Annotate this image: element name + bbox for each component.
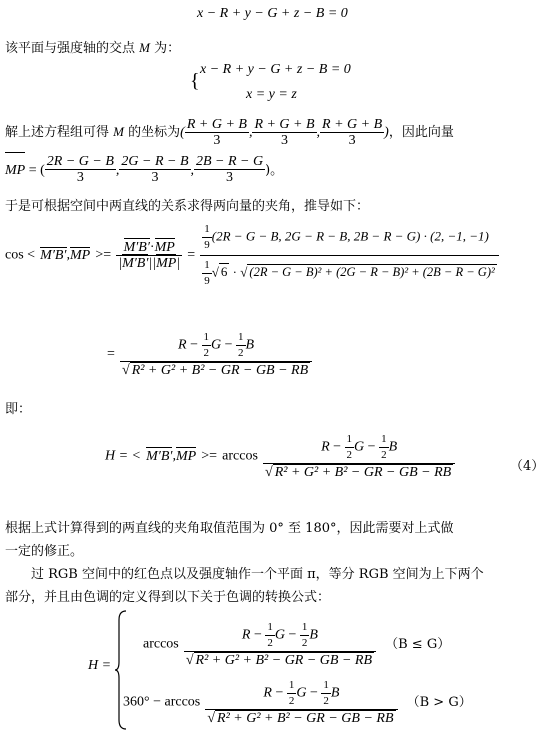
equation-number: （4）	[510, 459, 545, 474]
vec-mp-1: MP	[70, 247, 91, 263]
coord-open-paren: (	[180, 125, 185, 140]
c2-num-b: B	[330, 685, 340, 701]
intersection-text-a: 该平面与强度轴的交点	[5, 41, 136, 56]
case2-den: √ R² + G² + B² − GR − GB − RB	[207, 711, 394, 726]
simplified-fraction	[120, 330, 312, 378]
one-ninth-2-num: 1	[202, 258, 212, 274]
mp-vector-label: MP	[5, 154, 25, 188]
s-half-1	[202, 330, 212, 361]
h-num-b: B	[388, 439, 398, 455]
coord-z-den: 3	[348, 133, 356, 148]
system-brace: {	[190, 70, 200, 92]
system-line-1: x − R + y − G + z − B = 0	[200, 62, 351, 77]
h-denom-expr: R² + G² + B² − GR − GB − RB	[274, 465, 452, 480]
cos-ratio-den: |M′B′||MP|	[118, 256, 181, 271]
h-half-1	[345, 432, 355, 463]
mp-vector-line	[5, 152, 283, 188]
vec-mb-3: M′B′	[122, 256, 149, 271]
c1-minus-2: −	[285, 627, 300, 643]
red-point-text-1: 过 RGB 空间中的红色点以及强度轴作一个平面 π，等分 RGB 空间为上下两个	[31, 567, 484, 582]
c2-minus-2: −	[306, 685, 322, 701]
vec-mp-2: MP	[154, 240, 175, 255]
coord-x-num: R + G + B	[186, 117, 247, 132]
h-num-r: R	[321, 439, 330, 455]
h-half-1-den: 2	[346, 449, 353, 461]
s-half-1-num: 1	[202, 330, 212, 346]
range-text-2: 一定的修正。	[5, 544, 84, 559]
mp-equals: = (	[25, 163, 45, 178]
one-ninth-2	[202, 258, 212, 289]
mp-component-1	[45, 154, 116, 185]
vec-mp-4: MP	[175, 448, 197, 464]
c1-minus-1: −	[250, 627, 266, 643]
c2-num-g: G	[296, 685, 307, 701]
case1-fraction	[184, 620, 376, 668]
one-ninth-2-den: 9	[204, 275, 210, 287]
h-fraction	[263, 432, 455, 480]
solve-text-b: 的坐标为	[128, 125, 181, 140]
s-num-g: G	[211, 337, 222, 353]
mp-c2-den: 3	[151, 170, 159, 185]
hue-equation-4	[105, 432, 455, 480]
cos-gt: >=	[95, 247, 112, 263]
s-num-b: B	[245, 337, 255, 353]
piecewise-h: H =	[88, 658, 112, 673]
c1-half-2-den: 2	[301, 637, 308, 649]
h-minus-1: −	[329, 439, 345, 455]
vec-mb-4: M′B′	[146, 448, 173, 464]
coord-y-den: 3	[280, 133, 288, 148]
solve-text-a: 解上述方程组可得	[5, 125, 110, 140]
one-ninth-1-den: 9	[204, 239, 210, 251]
c2-half-1-num: 1	[287, 678, 297, 694]
cos-numer-expr: (2R − G − B, 2G − R − B, 2B − R − G) · (2, −1, −1)	[211, 228, 489, 244]
piece-case-1	[143, 620, 450, 668]
red-point-text-2: 部分，并且由色调的定义得到以下关于色调的转换公式：	[5, 590, 331, 605]
c1-num-g: G	[274, 627, 285, 643]
cos-denom-expr: (2R − G − B)² + (2G − R − B)² + (2B − R − G)²	[249, 265, 495, 280]
system-line-2: x = y = z	[246, 87, 297, 102]
c1-half-2	[300, 620, 310, 651]
mp-c3-den: 3	[226, 170, 234, 185]
case2-condition: （B > G）	[406, 694, 472, 710]
h-num	[263, 432, 455, 464]
h-den: √ R² + G² + B² − GR − GB − RB	[265, 465, 452, 480]
c2-denom-expr: R² + G² + B² − GR − GB − RB	[217, 711, 394, 726]
h-half-2	[379, 432, 389, 463]
c1-num-b: B	[309, 627, 318, 643]
case1-condition: （B ≤ G）	[385, 636, 451, 652]
h-half-2-den: 2	[381, 449, 387, 461]
vec-mb-2: M′B′	[123, 240, 150, 255]
case1-den: √ R² + G² + B² − GR − GB − RB	[185, 653, 373, 668]
h-half-2-num: 1	[379, 432, 389, 448]
mp-comma-2: ,	[190, 163, 194, 178]
point-m: M	[139, 40, 150, 55]
coord-x-den: 3	[213, 133, 221, 148]
s-minus-2: −	[221, 337, 237, 353]
solve-line	[5, 115, 454, 150]
s-half-2	[236, 330, 246, 361]
cos-simplified: = R − $\frac{1}{2}$ G − $\frac{1}{2}$ B √ R² + G² + B² − GR − GB − RB	[107, 330, 312, 378]
cos-dot: ·	[149, 240, 155, 255]
c1-half-1	[265, 620, 275, 651]
case2-num	[205, 678, 397, 710]
coord-y-num: R + G + B	[254, 117, 315, 132]
cos-expanded-num	[200, 222, 498, 256]
h-minus-2: −	[364, 439, 380, 455]
h-arccos: arccos	[222, 448, 258, 464]
coord-comma-2: ,	[316, 125, 321, 140]
intersection-text	[5, 37, 180, 56]
c1-denom-expr: R² + G² + B² − GR − GB − RB	[195, 653, 373, 668]
c2-half-2-num: 1	[321, 678, 331, 694]
angle-intro-text: 于是可根据空间中两直线的关系求得两向量的夹角，推导如下：	[5, 199, 370, 214]
c1-num-r: R	[241, 627, 251, 643]
vec-mp-3: MP	[156, 256, 177, 271]
range-text-1: 根据上式计算得到的两直线的夹角取值范围为 0° 至 180°，因此需要对上式做	[5, 521, 454, 536]
s-minus-1: −	[186, 337, 202, 353]
case2-360-arccos: 360° − arccos	[123, 694, 201, 710]
s-half-1-den: 2	[203, 347, 210, 359]
mp-comma-1: ,	[115, 163, 120, 178]
s-half-2-den: 2	[238, 347, 244, 359]
thus-text: ，因此向量	[388, 125, 454, 140]
s-half-2-num: 1	[236, 330, 246, 346]
h-lhs: H = <	[105, 448, 142, 464]
coord-comma-1: ,	[248, 125, 253, 140]
case2-fraction	[205, 678, 397, 726]
simplified-num	[120, 330, 312, 362]
cos-expanded-den: $\frac{1}{9}$ √ 6 · √ (2R − G − B)² + (2G − R − B)² + (2B − R − G)²	[204, 259, 495, 287]
ji-text: 即：	[5, 402, 32, 417]
point-m-2: M	[113, 124, 124, 139]
h-comma: ,	[172, 448, 176, 464]
mp-c1-num: 2R − G − B	[46, 154, 114, 169]
piece-case-2	[123, 678, 472, 726]
mp-c1-den: 3	[76, 170, 84, 185]
s-denom-expr: R² + G² + B² − GR − GB − RB	[131, 363, 309, 378]
plane-equation: x − R + y − G + z − B = 0	[197, 6, 348, 21]
cos-derivation: cos < M′B′,MP >= $\frac{M'B'\cdot MP}{|M'B'||MP|}$ = $\frac{1}{9}$ (2R − G − B, 2G − R − B, 2B − R − G) · (2, −1, −1) $\frac{1}{9}$ √ 6 · √ (2R − G − B)² + (2G − R − B)² + (2B − R − G)²	[5, 222, 499, 289]
cos-ratio-fraction	[116, 240, 182, 271]
mp-c2-num: 2G − R − B	[121, 154, 189, 169]
intersection-text-b: 为：	[154, 41, 181, 56]
c1-half-2-num: 1	[300, 620, 310, 636]
vec-mb-1: M′B′	[40, 247, 67, 263]
c2-num-r: R	[263, 685, 272, 701]
case1-num	[184, 620, 376, 652]
simplified-den: √ R² + G² + B² − GR − GB − RB	[122, 363, 309, 378]
one-ninth-1	[202, 222, 212, 253]
mp-c3-num: 2B − R − G	[196, 154, 264, 169]
one-ninth-1-num: 1	[202, 222, 212, 238]
cos-comma: ,	[66, 247, 70, 263]
coord-z-num: R + G + B	[322, 117, 383, 132]
h-num-g: G	[354, 439, 365, 455]
c2-half-2	[321, 678, 331, 709]
c2-half-1-den: 2	[288, 695, 295, 707]
mp-close: )。	[265, 163, 284, 178]
coord-x-fraction	[185, 117, 249, 148]
c2-half-2-den: 2	[323, 695, 329, 707]
c1-half-1-den: 2	[267, 637, 273, 649]
coord-y-fraction	[252, 117, 316, 148]
cos-expanded-fraction	[200, 222, 498, 289]
sqrt-six: 6	[220, 264, 228, 280]
mp-component-2	[119, 154, 190, 185]
c2-minus-1: −	[271, 685, 287, 701]
cos-lhs: cos <	[5, 247, 36, 263]
coord-z-fraction	[320, 117, 384, 148]
c2-half-1	[287, 678, 297, 709]
s-num-r: R	[178, 337, 187, 353]
mp-component-3	[194, 154, 265, 185]
h-gt: >=	[201, 448, 218, 464]
case1-arccos: arccos	[143, 636, 179, 652]
h-half-1-num: 1	[345, 432, 355, 448]
coord-close-paren: )	[384, 125, 389, 140]
c1-half-1-num: 1	[265, 620, 275, 636]
